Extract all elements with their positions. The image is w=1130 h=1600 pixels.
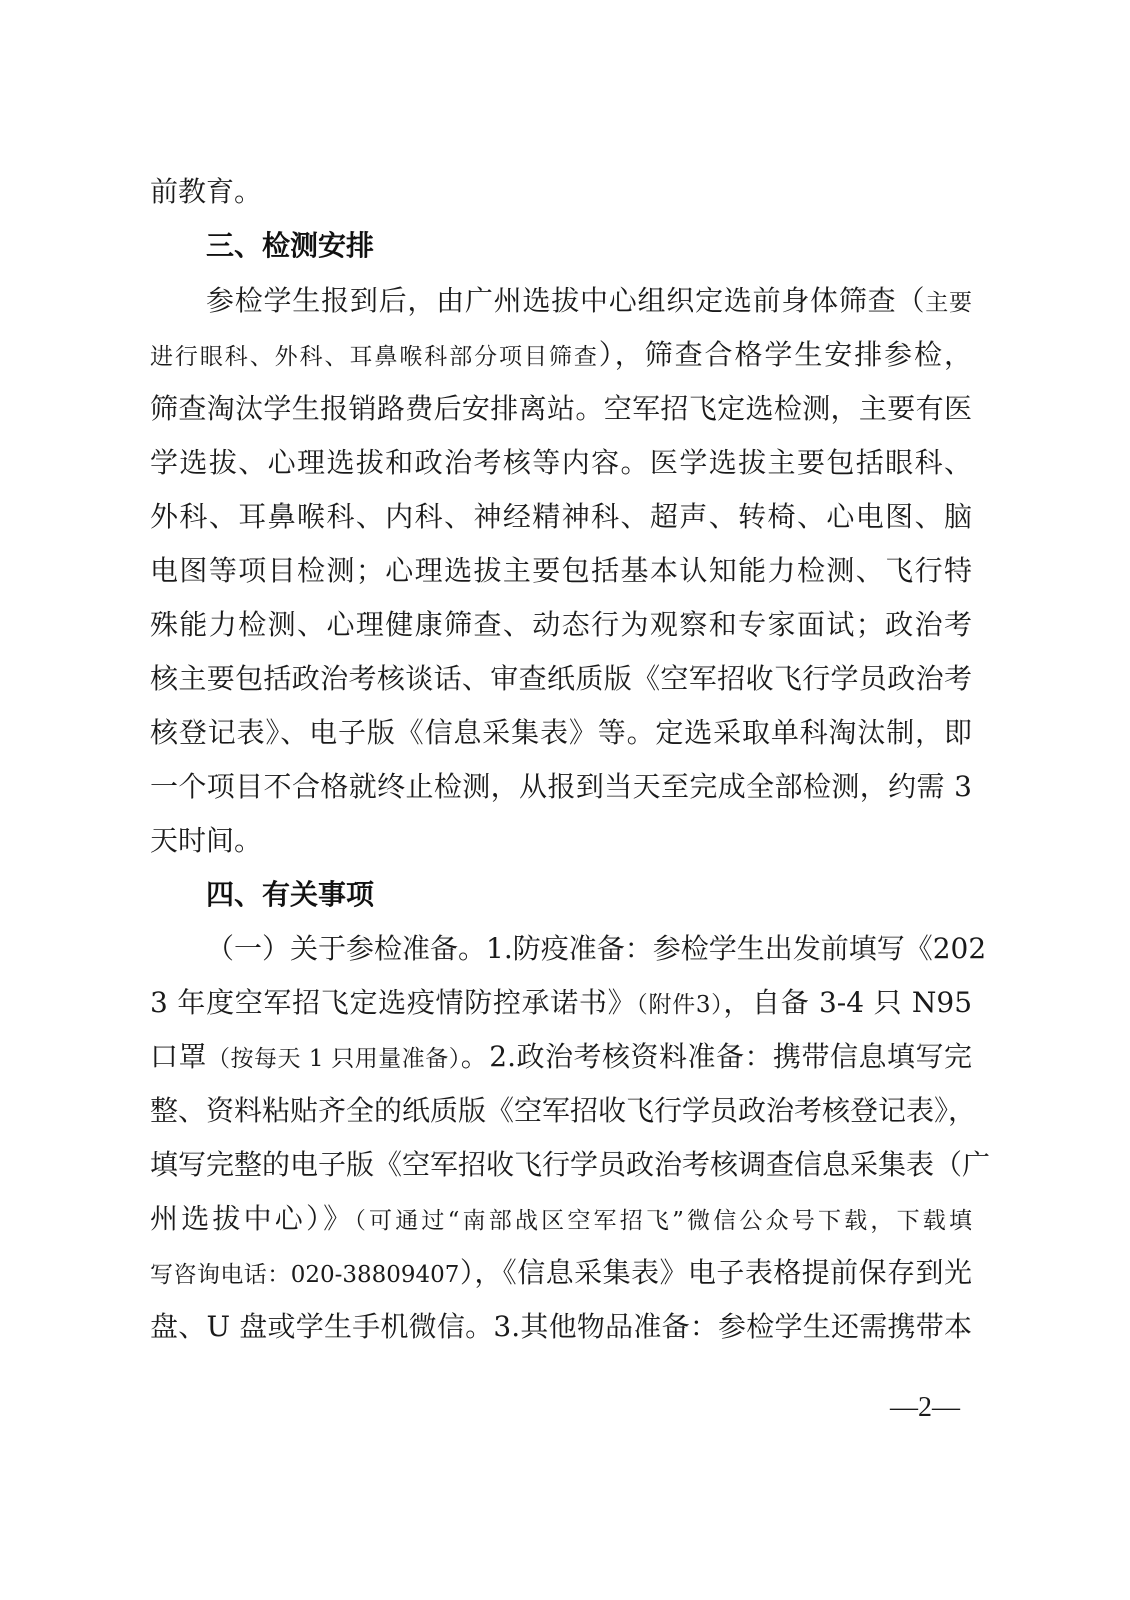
paragraph-line [150,443,972,483]
text-run: 核登记表》、电子版《信息采集表》等。定选采取单科淘汰制，即 [150,716,972,749]
paragraph-line [150,1145,991,1185]
text-run: 核主要包括政治考核谈话、审查纸质版《空军招收飞行学员政治考 [150,662,972,695]
paragraph-line [150,983,972,1025]
paragraph-line [150,172,972,212]
small-text-run: 主要 [925,290,972,316]
text-run: 殊能力检测、心理健康筛查、动态行为观察和专家面试；政治考 [150,608,972,641]
paragraph-line [150,497,972,537]
text-run: 整、资料粘贴齐全的纸质版《空军招收飞行学员政治考核登记表》， [150,1094,977,1127]
paragraph-line [150,1091,977,1131]
text-run: 筛查淘汰学生报销路费后安排离站。空军招飞定选检测，主要有医 [150,392,972,425]
text-run: 盘、U 盘或学生手机微信。3.其他物品准备：参检学生还需携带本 [150,1310,972,1343]
text-run: 电图等项目检测；心理选拔主要包括基本认知能力检测、飞行特 [150,554,972,587]
text-run: 口罩 [150,1040,208,1073]
text-run: 外科、耳鼻喉科、内科、神经精神科、超声、转椅、心电图、脑 [150,500,972,533]
text-run: 3 年度空军招飞定选疫情防控承诺书》 [150,986,637,1019]
small-text-run: （附件3） [636,992,724,1018]
text-run: ），《信息采集表》电子表格提前保存到光 [459,1256,972,1289]
small-text-run: 进行眼科、外科、耳鼻喉科部分项目筛查 [150,344,599,370]
section-heading-4: 四、有关事项 [206,878,375,911]
text-run: 州选拔中心）》 [150,1202,355,1235]
paragraph-line [150,335,972,377]
section-heading-3: 三、检测安排 [206,229,375,262]
small-text-run: 写咨询电话：020-38809407 [150,1262,460,1288]
small-text-run: （按每天 1 只用量准备） [207,1046,461,1072]
paragraph-line [150,713,972,753]
text-run: （一）关于参检准备。1.防疫准备：参检学生出发前填写《202 [206,932,987,965]
paragraph-line [150,389,972,429]
text-run: ），筛查合格学生安排参检， [598,338,972,371]
paragraph-line [150,821,972,861]
page-number: —2— [890,1392,960,1423]
text-run: 填写完整的电子版《空军招收飞行学员政治考核调查信息采集表（广 [150,1148,991,1181]
text-run: 一个项目不合格就终止检测，从报到当天至完成全部检测，约需 3 [150,770,972,803]
paragraph-line [150,659,972,699]
paragraph-line [150,1307,972,1347]
paragraph-line [150,1253,972,1295]
paragraph-line [150,605,972,645]
text-run: 前教育。 [150,175,263,208]
paragraph-line [150,1199,972,1241]
small-text-run: （可通过“南部战区空军招飞”微信公众号下载，下载填 [354,1208,972,1234]
paragraph-line [206,281,972,323]
paragraph-line [206,929,987,969]
text-run: 。2.政治考核资料准备：携带信息填写完 [460,1040,972,1073]
paragraph-line [150,767,972,807]
paragraph-line [150,551,972,591]
paragraph-line [150,1037,972,1079]
text-run: 天时间。 [150,824,263,857]
text-run: 学选拔、心理选拔和政治考核等内容。医学选拔主要包括眼科、 [150,446,972,479]
text-run: 参检学生报到后，由广州选拔中心组织定选前身体筛查（ [206,284,926,317]
text-run: ，自备 3-4 只 N95 [723,986,973,1019]
